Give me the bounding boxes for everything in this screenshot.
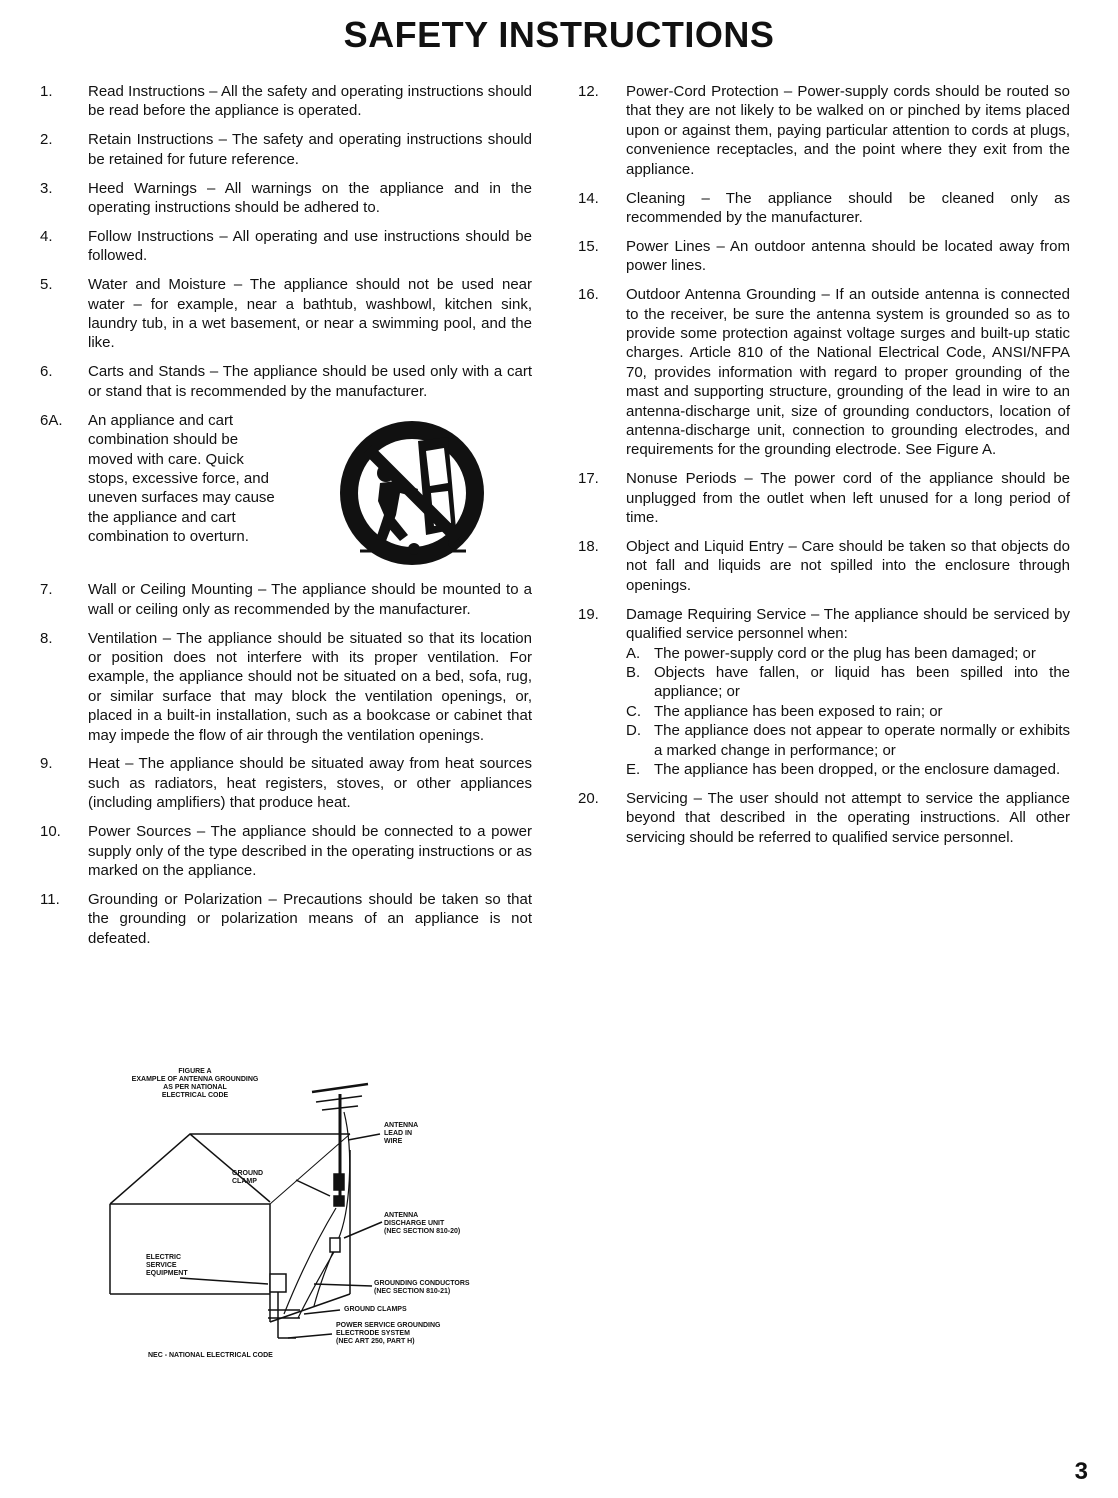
instruction-item-11 (40, 890, 532, 948)
sub-item-text: The appliance has been dropped, or the enclosure damaged. (654, 761, 1061, 778)
item-number: 18. (578, 538, 599, 556)
figure-title: FIGURE A EXAMPLE OF ANTENNA GROUNDING AS PER NATIONAL ELECTRICAL CODE (131, 1068, 259, 1099)
item-text: Retain Instructions – The safety and operating instructions should be retained for future reference. (88, 131, 532, 168)
sub-item-letter: D. (626, 722, 641, 740)
item-number: 7. (40, 581, 53, 599)
sub-item-letter: A. (626, 644, 641, 662)
instruction-item-1 (40, 82, 532, 121)
item-text: Object and Liquid Entry – Care should be taken so that objects do not fall and liquids are not spilled into the enclosure through openings. (626, 538, 1070, 594)
item-number: 4. (40, 227, 53, 245)
item-number: 5. (40, 276, 53, 294)
instruction-item-3 (40, 179, 532, 218)
instruction-item-2 (40, 130, 532, 169)
instruction-item-20 (578, 789, 1070, 847)
item-number: 10. (40, 823, 61, 841)
label-discharge-unit: ANTENNA DISCHARGE UNIT (NEC SECTION 810-20) (384, 1212, 461, 1235)
instruction-item-8 (40, 629, 532, 745)
item-text: Damage Requiring Service – The appliance should be serviced by qualified service personnel when: (626, 605, 1070, 643)
item-text: Carts and Stands – The appliance should be used only with a cart or stand that is recommended by the manufacturer. (88, 363, 532, 400)
item-text: Servicing – The user should not attempt to service the appliance beyond that described in the operating instructions. All other servicing should be referred to qualified service personnel. (626, 789, 1070, 846)
item-text: An appliance and cart combination should be moved with care. Quick stops, excessive force, and uneven surfaces may cause the appliance and cart combination to overturn. (88, 411, 275, 546)
instruction-item-19 (578, 605, 1070, 780)
sub-item-b (626, 663, 1070, 702)
item-text: Ventilation – The appliance should be situated so that its location or position does not interfere with its proper ventilation. For example, the appliance should not be situated on a bed, sofa, rug, or similar surface that may block the ventilation openings, or, placed in a built-in installation, such as a bookcase or cabinet that may impede the flow of air through the ventilation openings. (88, 629, 532, 744)
item-text: Wall or Ceiling Mounting – The appliance should be mounted to a wall or ceiling only as recommended by the manufacturer. (88, 581, 532, 618)
item-text: Power Lines – An outdoor antenna should be located away from power lines. (626, 237, 1070, 275)
label-grounding-conductors: GROUNDING CONDUCTORS (NEC SECTION 810-21) (374, 1280, 470, 1295)
item-number: 17. (578, 470, 599, 488)
item-text: Water and Moisture – The appliance should not be used near water – for example, near a bathtub, washbowl, kitchen sink, laundry tub, in a wet basement, or near a swimming pool, and the like. (88, 276, 532, 352)
item-text: Follow Instructions – All operating and use instructions should be followed. (88, 227, 532, 265)
instruction-item-7 (40, 580, 532, 619)
page-number: 3 (1074, 1458, 1088, 1485)
instruction-item-6a (40, 411, 532, 571)
sub-item-text: The power-supply cord or the plug has been damaged; or (654, 644, 1036, 662)
right-column (578, 82, 1070, 857)
instruction-item-10 (40, 822, 532, 880)
label-power-service: POWER SERVICE GROUNDING ELECTRODE SYSTEM (NEC ART 250, PART H) (336, 1322, 441, 1345)
item-number: 3. (40, 179, 53, 197)
item-number: 9. (40, 755, 53, 773)
page-title: SAFETY INSTRUCTIONS (343, 14, 775, 55)
item-text: Heat – The appliance should be situated away from heat sources such as radiators, heat registers, stoves, or other appliances (including amplifiers) that produce heat. (88, 755, 532, 812)
item-text: Cleaning – The appliance should be cleaned only as recommended by the manufacturer. (626, 189, 1070, 226)
instruction-item-12 (578, 82, 1070, 179)
instruction-item-5 (40, 275, 532, 353)
item-text: Heed Warnings – All warnings on the appliance and in the operating instructions should be adhered to. (88, 179, 532, 217)
item-body (626, 605, 1070, 780)
sub-item-a (626, 644, 1070, 663)
item-text: Outdoor Antenna Grounding – If an outside antenna is connected to the receiver, be sure the antenna system is grounded so as to provide some protection against voltage surges and built-up static charges. Article 810 of the National Electrical Code, ANSI/NFPA 70, provides information with regard to proper grounding of the mast and supporting structure, grounding of the lead in wire to an antenna-discharge unit, size of grounding conductors, location of antenna-discharge unit, connection to grounding electrodes, and requirements for the grounding electrode. See Figure A. (626, 286, 1070, 459)
item-number: 2. (40, 131, 53, 149)
item-text: Power Sources – The appliance should be connected to a power supply only of the type described in the operating instructions or as marked on the appliance. (88, 823, 532, 879)
label-electric-service: ELECTRIC SERVICE EQUIPMENT (146, 1254, 188, 1277)
label-ground-clamps: GROUND CLAMPS (344, 1306, 407, 1313)
sub-item-text: The appliance does not appear to operate normally or exhibits a marked change in performance; or (654, 722, 1070, 759)
item-text: Grounding or Polarization – Precautions should be taken so that the grounding or polarization means of an appliance is not defeated. (88, 890, 532, 947)
item-number: 19. (578, 605, 599, 623)
sub-item-text: The appliance has been exposed to rain; or (654, 702, 943, 720)
sub-item-e (626, 760, 1070, 779)
item-number: 20. (578, 789, 599, 807)
instruction-item-9 (40, 754, 532, 812)
item-number: 1. (40, 83, 53, 100)
cart-warning-icon (330, 411, 490, 571)
sub-item-text: Objects have fallen, or liquid has been spilled into the appliance; or (654, 663, 1070, 701)
item-number: 8. (40, 629, 53, 647)
sub-item-d (626, 721, 1070, 760)
figure-a-antenna-grounding (100, 1062, 520, 1372)
sub-item-letter: C. (626, 702, 641, 720)
label-ground-clamp: GROUND CLAMP (232, 1170, 264, 1185)
instruction-item-18 (578, 537, 1070, 595)
item-text: Power-Cord Protection – Power-supply cords should be routed so that they are not likely to be walked on or pinched by items placed upon or against them, paying particular attention to cords at plugs, convenience receptacles, and the point where they exit from the appliance. (626, 83, 1070, 178)
instruction-item-14 (578, 189, 1070, 228)
left-column (40, 82, 532, 958)
instruction-item-6 (40, 362, 532, 401)
instruction-item-16 (578, 285, 1070, 460)
sub-item-letter: E. (626, 761, 641, 778)
instruction-item-15 (578, 237, 1070, 276)
item-number: 16. (578, 286, 599, 304)
instruction-item-4 (40, 227, 532, 266)
figure-footnote: NEC - NATIONAL ELECTRICAL CODE (148, 1352, 273, 1359)
item-number: 6. (40, 363, 53, 381)
item-text: Nonuse Periods – The power cord of the appliance should be unplugged from the outlet when left unused for a long period of time. (626, 470, 1070, 527)
item-number: 6A. (40, 411, 63, 429)
item-number: 14. (578, 189, 599, 207)
sub-item-letter: B. (626, 663, 641, 681)
item-number: 11. (40, 890, 60, 908)
sub-item-c (626, 702, 1070, 721)
item-text: Read Instructions – All the safety and operating instructions should be read before the appliance is operated. (88, 83, 532, 120)
instruction-item-17 (578, 469, 1070, 527)
item-number: 12. (578, 83, 599, 100)
label-antenna-lead: ANTENNA LEAD IN WIRE (384, 1122, 419, 1145)
item-number: 15. (578, 237, 599, 255)
